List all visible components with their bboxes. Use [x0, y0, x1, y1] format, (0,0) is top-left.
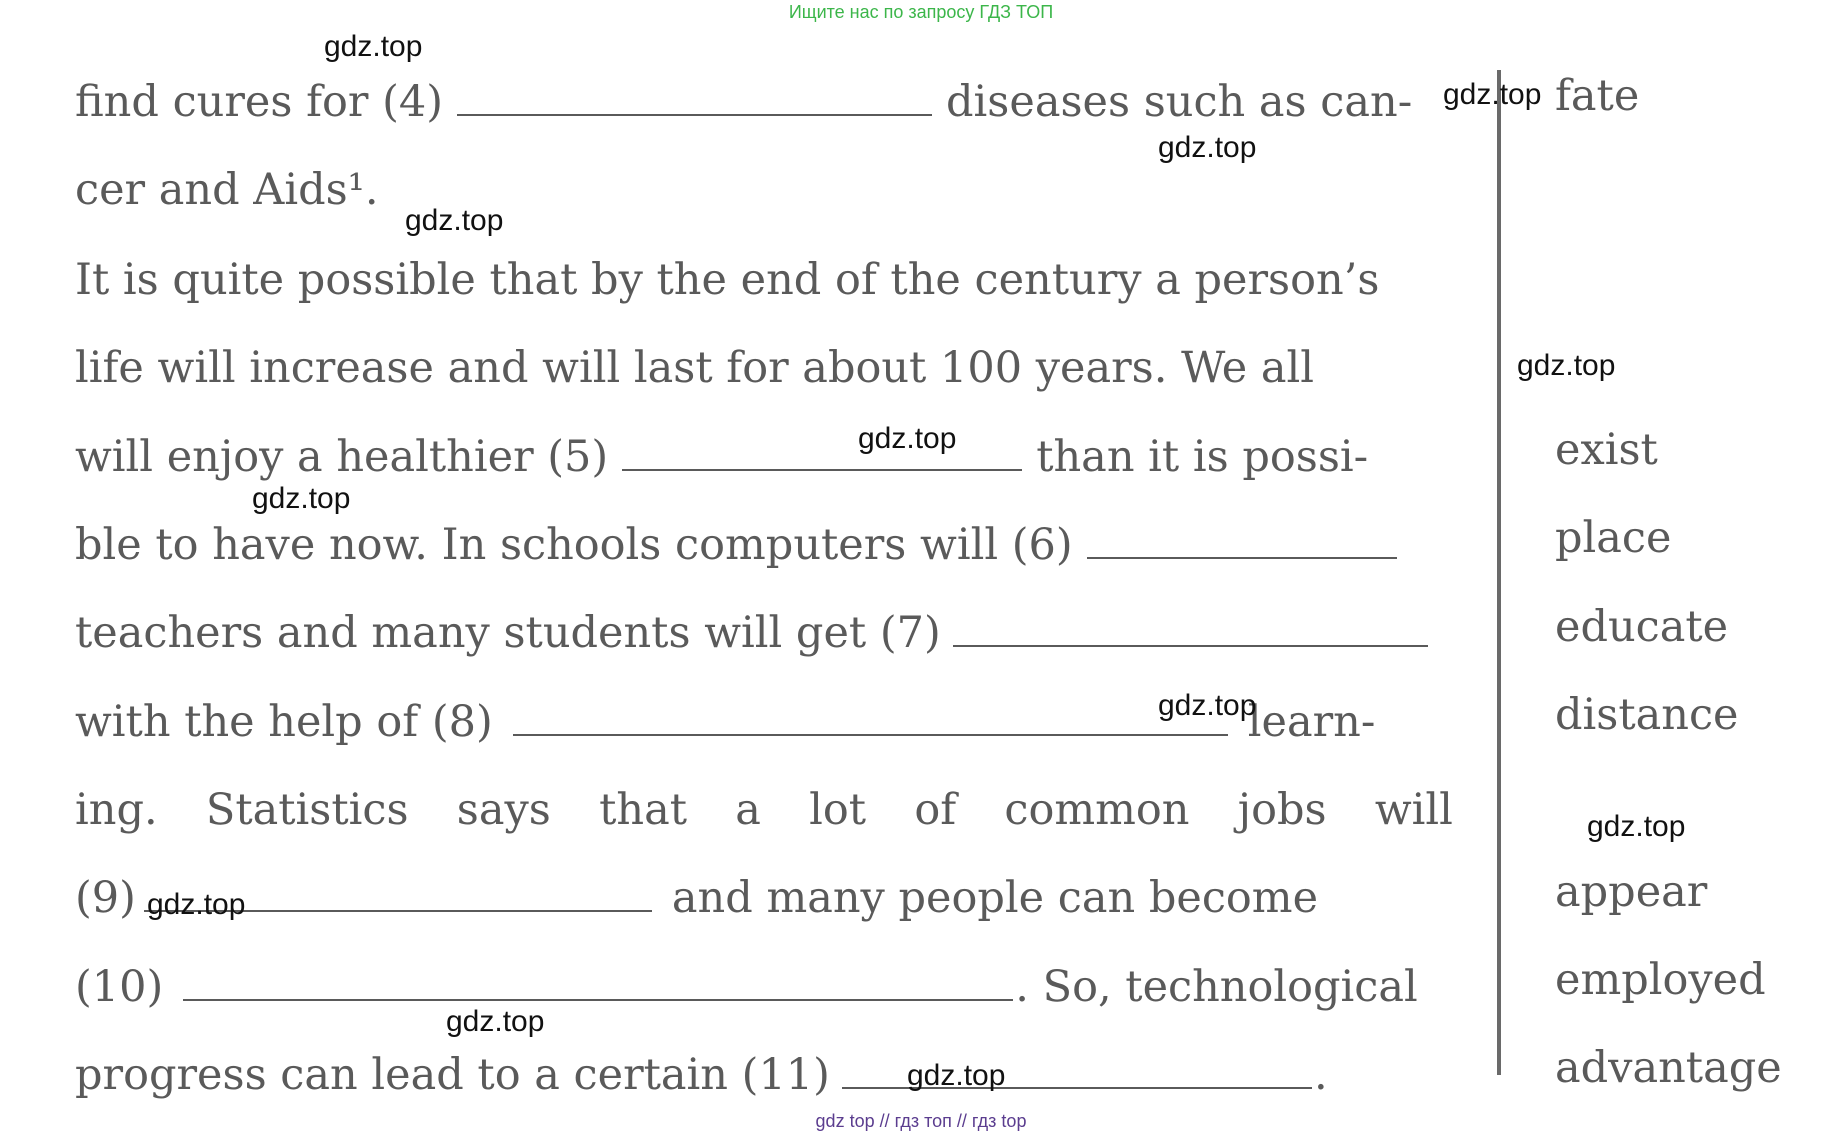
text-line-12 — [75, 1045, 1453, 1105]
text-segment: teachers and many students will get (7) — [75, 608, 941, 658]
text-word: Statistics — [205, 785, 409, 835]
text-segment: (9) — [75, 873, 136, 923]
text-line-5 — [75, 427, 1453, 487]
watermark-text: gdz.top — [907, 1059, 1006, 1092]
text-segment: cer and Aids¹. — [75, 165, 379, 215]
text-line-10 — [75, 868, 1453, 928]
text-segment: learn- — [1247, 697, 1376, 747]
watermark-text: gdz.top — [147, 888, 246, 921]
text-segment: . So, technological — [1015, 962, 1418, 1012]
text-segment: diseases such as can- — [946, 77, 1413, 127]
word-bank-item-place: place — [1555, 513, 1672, 563]
text-segment: with the help of (8) — [75, 697, 493, 747]
text-line-1 — [75, 72, 1453, 132]
watermark-text: gdz.top — [446, 1005, 545, 1038]
word-bank-item-distance: distance — [1555, 690, 1739, 740]
watermark-text: gdz.top — [1158, 689, 1257, 722]
answer-blank-10[interactable] — [183, 998, 1013, 1001]
text-word: of — [914, 785, 957, 835]
watermark-text: gdz.top — [252, 482, 351, 515]
text-line-11 — [75, 957, 1453, 1017]
watermark-text: gdz.top — [1158, 131, 1257, 164]
word-bank-item-advantage: advantage — [1555, 1043, 1782, 1093]
text-segment: . — [1313, 1050, 1328, 1100]
text-line-2 — [75, 160, 1453, 220]
text-word: jobs — [1237, 785, 1327, 835]
top-banner: Ищите нас по запросу ГДЗ ТОП — [788, 2, 1054, 22]
watermark-text: gdz.top — [324, 30, 423, 63]
answer-blank-8[interactable] — [513, 733, 1228, 736]
text-word: says — [456, 785, 551, 835]
text-word: will — [1374, 785, 1453, 835]
word-bank-item-exist: exist — [1555, 425, 1658, 475]
text-line-4 — [75, 338, 1453, 398]
word-bank-item-employed: employed — [1555, 955, 1766, 1005]
watermark-text: gdz.top — [405, 204, 504, 237]
text-word: ing. — [75, 785, 158, 835]
answer-blank-5[interactable] — [622, 468, 1022, 471]
text-segment: progress can lead to a certain (11) — [75, 1050, 830, 1100]
text-segment: (10) — [75, 962, 164, 1012]
text-segment: than it is possi- — [1036, 432, 1369, 482]
answer-blank-4[interactable] — [457, 113, 932, 116]
text-segment: find cures for (4) — [75, 77, 444, 127]
answer-blank-6[interactable] — [1087, 556, 1397, 559]
word-bank-item-educate: educate — [1555, 602, 1729, 652]
watermark-text: gdz.top — [858, 422, 957, 455]
text-segment: life will increase and will last for about 100 years. We all — [75, 343, 1315, 393]
text-segment: ble to have now. In schools computers will (6) — [75, 520, 1073, 570]
word-bank-item-fate: fate — [1555, 71, 1640, 121]
watermark-text: gdz.top — [1587, 810, 1686, 843]
text-word: a — [735, 785, 761, 835]
text-word: that — [599, 785, 687, 835]
text-segment: It is quite possible that by the end of the century a person’s — [75, 255, 1380, 305]
text-line-9 — [75, 780, 1453, 840]
text-segment: will enjoy a healthier (5) — [75, 432, 609, 482]
word-bank-item-appear: appear — [1555, 867, 1708, 917]
text-segment: and many people can become — [671, 873, 1319, 923]
watermark-text: gdz.top — [1443, 78, 1542, 111]
text-word: common — [1004, 785, 1190, 835]
text-line-6 — [75, 515, 1453, 575]
answer-blank-7[interactable] — [953, 644, 1428, 647]
text-line-3 — [75, 250, 1453, 310]
column-divider — [1497, 70, 1501, 1075]
text-word: lot — [809, 785, 867, 835]
bottom-footer: gdz top // гдз топ // гдз top — [815, 1111, 1027, 1131]
text-line-7 — [75, 603, 1453, 663]
watermark-text: gdz.top — [1517, 349, 1616, 382]
